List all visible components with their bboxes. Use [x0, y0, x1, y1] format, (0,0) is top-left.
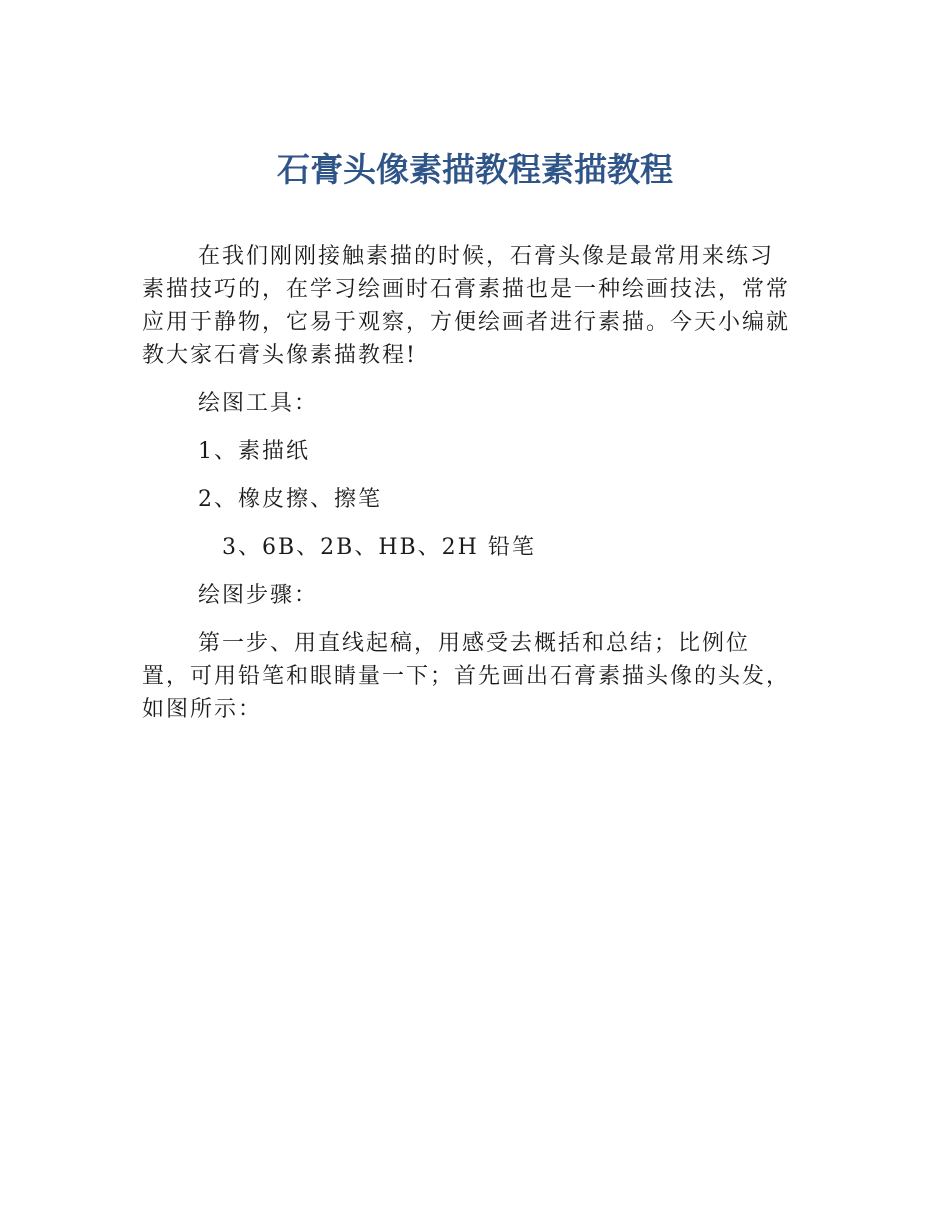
- paragraph-line: 置，可用铅笔和眼睛量一下；首先画出石膏素描头像的头发，: [142, 664, 791, 689]
- paragraph-line: 2、橡皮擦、擦笔: [198, 487, 382, 512]
- tools-item-2: [142, 483, 814, 516]
- step-1-paragraph: [142, 627, 814, 726]
- document-title: 石膏头像素描教程素描教程: [277, 150, 673, 189]
- paragraph-line: 在我们刚刚接触素描的时候，石膏头像是最常用来练习: [198, 244, 775, 269]
- paragraph-line: 第一步、用直线起稿，用感受去概括和总结；比例位: [198, 631, 751, 656]
- tools-heading: [142, 387, 814, 420]
- paragraph-line: 1、素描纸: [198, 439, 310, 464]
- tools-item-1: [142, 435, 814, 468]
- intro-paragraph: [142, 240, 814, 372]
- paragraph-line: 绘图步骤：: [198, 583, 319, 608]
- paragraph-line: 绘图工具：: [198, 391, 319, 416]
- paragraph-line: 应用于静物，它易于观察，方便绘画者进行素描。今天小编就: [142, 310, 791, 335]
- document-body: [142, 240, 814, 726]
- tools-item-3: [142, 531, 814, 564]
- paragraph-line: 3、6B、2B、HB、2H 铅笔: [222, 535, 536, 560]
- steps-heading: [142, 579, 814, 612]
- paragraph-line: 如图所示：: [142, 697, 263, 722]
- paragraph-line: 教大家石膏头像素描教程!: [142, 343, 417, 368]
- paragraph-line: 素描技巧的，在学习绘画时石膏素描也是一种绘画技法，常常: [142, 277, 791, 302]
